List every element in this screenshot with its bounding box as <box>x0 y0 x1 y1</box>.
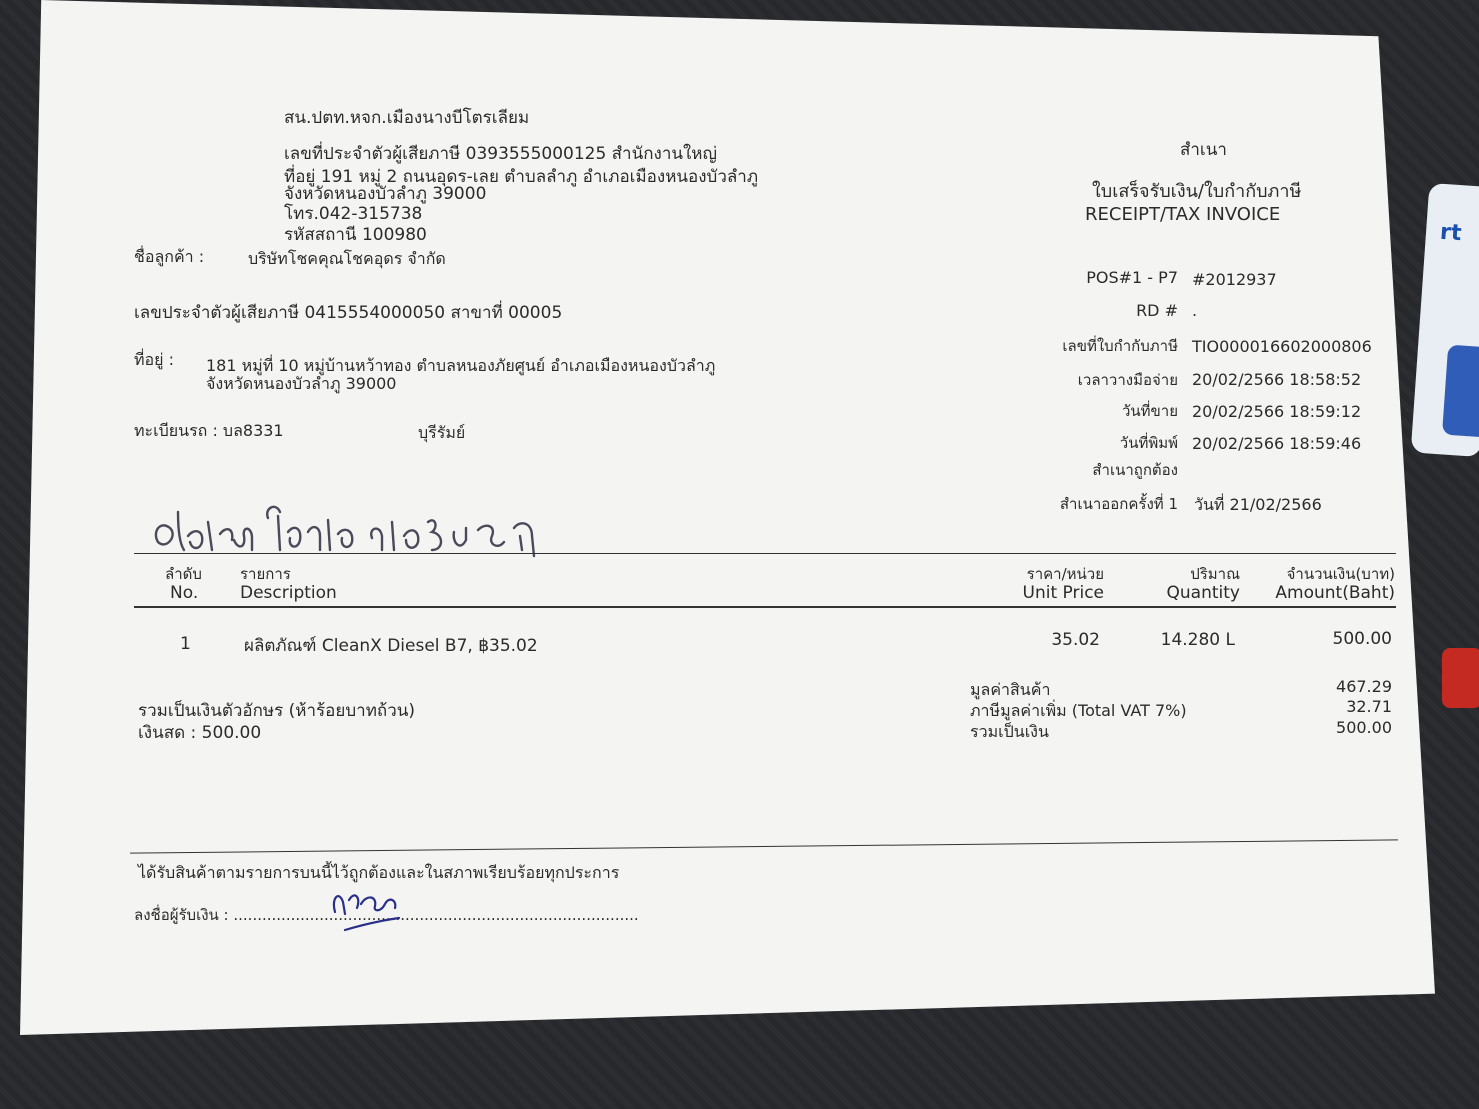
received-statement: ได้รับสินค้าตามรายการบนนี้ไว้ถูกต้องและในสภาพเรียบร้อยทุกประการ <box>138 863 620 882</box>
seller-address-2: จังหวัดหนองบัวลำภู 39000 <box>284 184 487 204</box>
vat-value: 32.71 <box>1346 697 1392 716</box>
print-date-label: วันที่พิมพ์ <box>1119 434 1178 452</box>
card-stripe <box>1442 345 1479 438</box>
total-value: 500.00 <box>1336 718 1392 737</box>
sale-date-label: วันที่ขาย <box>1121 402 1178 420</box>
vehicle-plate: ทะเบียนรถ : บล8331 <box>134 421 284 440</box>
tax-invoice-no: TIO000016602000806 <box>1192 337 1372 356</box>
seller-tax-id: เลขที่ประจำตัวผู้เสียภาษี 0393555000125 สำนักงานใหญ่ <box>284 144 717 164</box>
customer-address-2: จังหวัดหนองบัวลำภู 39000 <box>206 374 397 393</box>
row-1-no: 1 <box>180 634 191 654</box>
row-1-description: ผลิตภัณฑ์ CleanX Diesel B7, ฿35.02 <box>244 636 538 656</box>
pos-number: #2012937 <box>1192 270 1277 289</box>
col-qty-en: Quantity <box>1166 583 1240 603</box>
tax-invoice-no-label: เลขที่ใบกำกับภาษี <box>1062 337 1178 355</box>
seller-station-code: รหัสสถานี 100980 <box>284 225 427 245</box>
doc-title-en: RECEIPT/TAX INVOICE <box>1085 204 1281 225</box>
red-sticker <box>1442 648 1479 708</box>
customer-address-label: ที่อยู่ : <box>134 350 175 369</box>
col-desc-en: Description <box>240 583 337 603</box>
col-qty-th: ปริมาณ <box>1190 565 1240 583</box>
row-1-quantity: 14.280 L <box>1160 630 1235 650</box>
card-logo: rt <box>1439 219 1463 247</box>
pos-label: POS#1 - P7 <box>1086 268 1178 287</box>
amount-in-words: รวมเป็นเงินตัวอักษร (ห้าร้อยบาทถ้วน) <box>138 701 415 721</box>
receiver-signature <box>325 878 415 938</box>
col-desc-th: รายการ <box>240 565 291 583</box>
total-label: รวมเป็นเงิน <box>970 722 1049 741</box>
col-amount-th: จำนวนเงิน(บาท) <box>1286 565 1395 583</box>
col-no-en: No. <box>170 583 199 603</box>
header-top-rule <box>134 553 1396 554</box>
row-1-amount: 500.00 <box>1332 629 1392 649</box>
doc-title-th: ใบเสร็จรับเงิน/ใบกำกับภาษี <box>1092 181 1302 202</box>
cash-paid: เงินสด : 500.00 <box>138 723 262 743</box>
goods-value-label: มูลค่าสินค้า <box>970 680 1051 699</box>
col-price-th: ราคา/หน่วย <box>1026 565 1104 583</box>
customer-address-1: 181 หมู่ที่ 10 หมู่บ้านหว้าทอง ตำบลหนองภัยศูนย์ อำเภอเมืองหนองบัวลำภู <box>206 356 716 375</box>
nozzle-time-label: เวลาวางมือจ่าย <box>1077 371 1178 389</box>
col-amount-en: Amount(Baht) <box>1275 583 1395 603</box>
customer-tax-id: เลขประจำตัวผู้เสียภาษี 0415554000050 สาขาที่ 00005 <box>134 303 563 323</box>
customer-name-label: ชื่อลูกค้า : <box>134 247 205 266</box>
nozzle-time: 20/02/2566 18:58:52 <box>1192 370 1362 389</box>
rd-label: RD # <box>1136 301 1178 320</box>
col-price-en: Unit Price <box>1022 583 1104 603</box>
row-1-unit-price: 35.02 <box>1051 630 1100 650</box>
seller-address-1: ที่อยู่ 191 หมู่ 2 ถนนอุดร-เลย ตำบลลำภู อำเภอเมืองหนองบัวลำภู <box>284 167 759 187</box>
header-bottom-rule <box>134 606 1396 608</box>
sale-date: 20/02/2566 18:59:12 <box>1192 402 1362 421</box>
seller-name: สน.ปตท.หจก.เมืองนางบีโตรเลียม <box>284 108 530 128</box>
receiver-signature-line: ลงชื่อผู้รับเงิน : ..................................................................................... <box>134 906 639 924</box>
copy-label: สำเนา <box>1180 140 1227 160</box>
certified-copy-label: สำเนาถูกต้อง <box>1092 461 1178 479</box>
customer-name: บริษัทโชคคุณโชคอุดร จำกัด <box>248 249 446 268</box>
print-date: 20/02/2566 18:59:46 <box>1192 434 1362 453</box>
vehicle-province: บุรีรัมย์ <box>418 423 466 442</box>
col-no-th: ลำดับ <box>165 565 202 583</box>
copy-issue-date: วันที่ 21/02/2566 <box>1194 495 1322 514</box>
vat-label: ภาษีมูลค่าเพิ่ม (Total VAT 7%) <box>970 701 1187 720</box>
rd-value: . <box>1192 301 1198 320</box>
copy-issue-label: สำเนาออกครั้งที่ 1 <box>1059 495 1178 513</box>
seller-phone: โทร.042-315738 <box>284 204 423 224</box>
goods-value: 467.29 <box>1336 677 1392 696</box>
